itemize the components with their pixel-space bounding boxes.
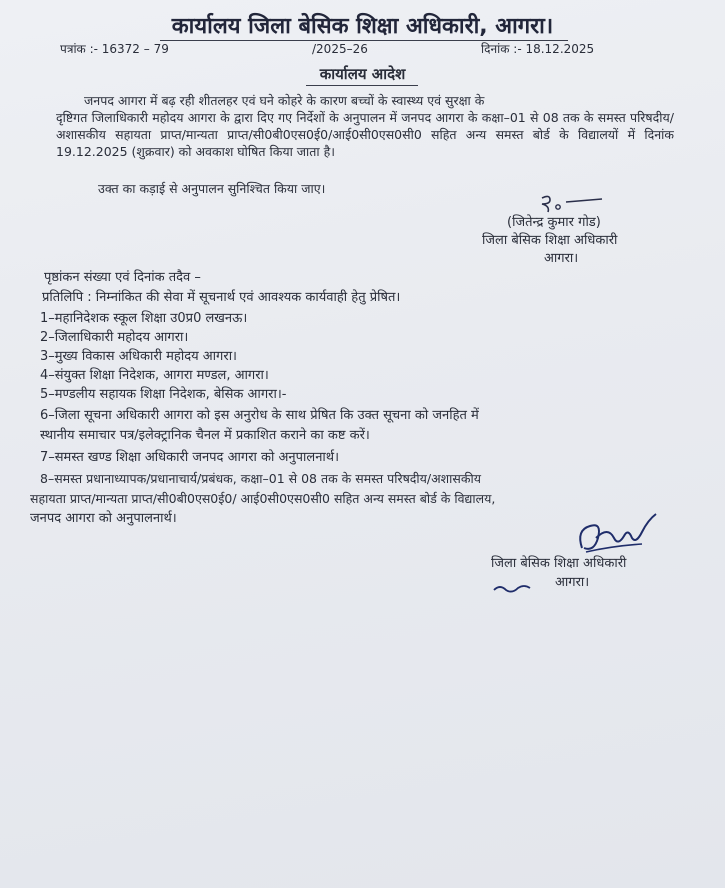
list-item: सहायता प्राप्त/मान्यता प्राप्त/सी0बी0एस0ई0/ आई0सी0एस0सी0 सहित अन्य समस्त बोर्ड के विद्यालय,	[30, 491, 496, 506]
signatory-place: आगरा।	[544, 251, 579, 266]
order-body: दृष्टिगत जिलाधिकारी महोदय आगरा के द्वारा दिए गए निर्देशों के अनुपालन में जनपद आगरा के कक्षा–01 से 08 तक के समस्त परिषदीय/अशासकीय सहायता प्राप्त/मान्यता प्राप्त/सी0बी0एस0ई0/आई0सी0एस0सी0 सहित अन्य समस्त बोर्ड के विद्यालयों में दिनांक 19.12.2025 (शुक्रवार) को अवकाश घोषित किया जाता है।	[56, 110, 674, 159]
officer-signature	[572, 508, 662, 560]
list-item: 7–समस्त खण्ड शिक्षा अधिकारी जनपद आगरा को अनुपालनार्थ।	[40, 450, 340, 465]
list-item: जनपद आगरा को अनुपालनार्थ।	[30, 511, 177, 526]
signatory-name: (जितेन्द्र कुमार गोड)	[507, 215, 601, 230]
signatory-designation: जिला बेसिक शिक्षा अधिकारी	[491, 556, 627, 571]
reference-number: पत्रांक :- 16372 – 79	[60, 42, 169, 56]
office-heading: कार्यालय जिला बेसिक शिक्षा अधिकारी, आगरा।	[171, 14, 554, 39]
copy-to-line: प्रतिलिपि : निम्नांकित की सेवा में सूचनार्थ एवं आवश्यक कार्यवाही हेतु प्रेषित।	[42, 290, 401, 305]
list-item: 1–महानिदेशक स्कूल शिक्षा उ0प्र0 लखनऊ।	[40, 311, 248, 326]
order-body-first-line: जनपद आगरा में बढ़ रही शीतलहर एवं घने कोहरे के कारण बच्चों के स्वास्थ्य एवं सुरक्षा के	[84, 93, 485, 108]
list-item: 4–संयुक्त शिक्षा निदेशक, आगरा मण्डल, आगरा।	[40, 368, 269, 383]
endorsement-header: पृष्ठांकन संख्या एवं दिनांक तदैव –	[44, 270, 201, 285]
order-title-underline	[306, 85, 418, 86]
signatory-place: आगरा।	[555, 575, 590, 590]
issue-date: दिनांक :- 18.12.2025	[481, 42, 595, 56]
list-item: 6–जिला सूचना अधिकारी आगरा को इस अनुरोध के साथ प्रेषित कि उक्त सूचना को जनहित में	[40, 408, 479, 423]
compliance-line: उक्त का कड़ाई से अनुपालन सुनिश्चित किया जाए।	[98, 181, 326, 196]
list-item: 8–समस्त प्रधानाध्यापक/प्रधानाचार्य/प्रबंधक, कक्षा–01 से 08 तक के समस्त परिषदीय/अशासकीय	[40, 471, 481, 486]
initials-signature	[536, 192, 606, 214]
signatory-designation: जिला बेसिक शिक्षा अधिकारी	[482, 233, 618, 248]
list-item: 2–जिलाधिकारी महोदय आगरा।	[40, 330, 189, 345]
list-item: 5–मण्डलीय सहायक शिक्षा निदेशक, बेसिक आगरा।-	[40, 387, 287, 402]
list-item: स्थानीय समाचार पत्र/इलेक्ट्रानिक चैनल में प्रकाशित कराने का कष्ट करें।	[40, 428, 370, 443]
list-item: 3–मुख्य विकास अधिकारी महोदय आगरा।	[40, 349, 237, 364]
order-title: कार्यालय आदेश	[319, 65, 406, 83]
pen-mark	[490, 580, 534, 596]
reference-year: /2025–26	[312, 42, 368, 56]
